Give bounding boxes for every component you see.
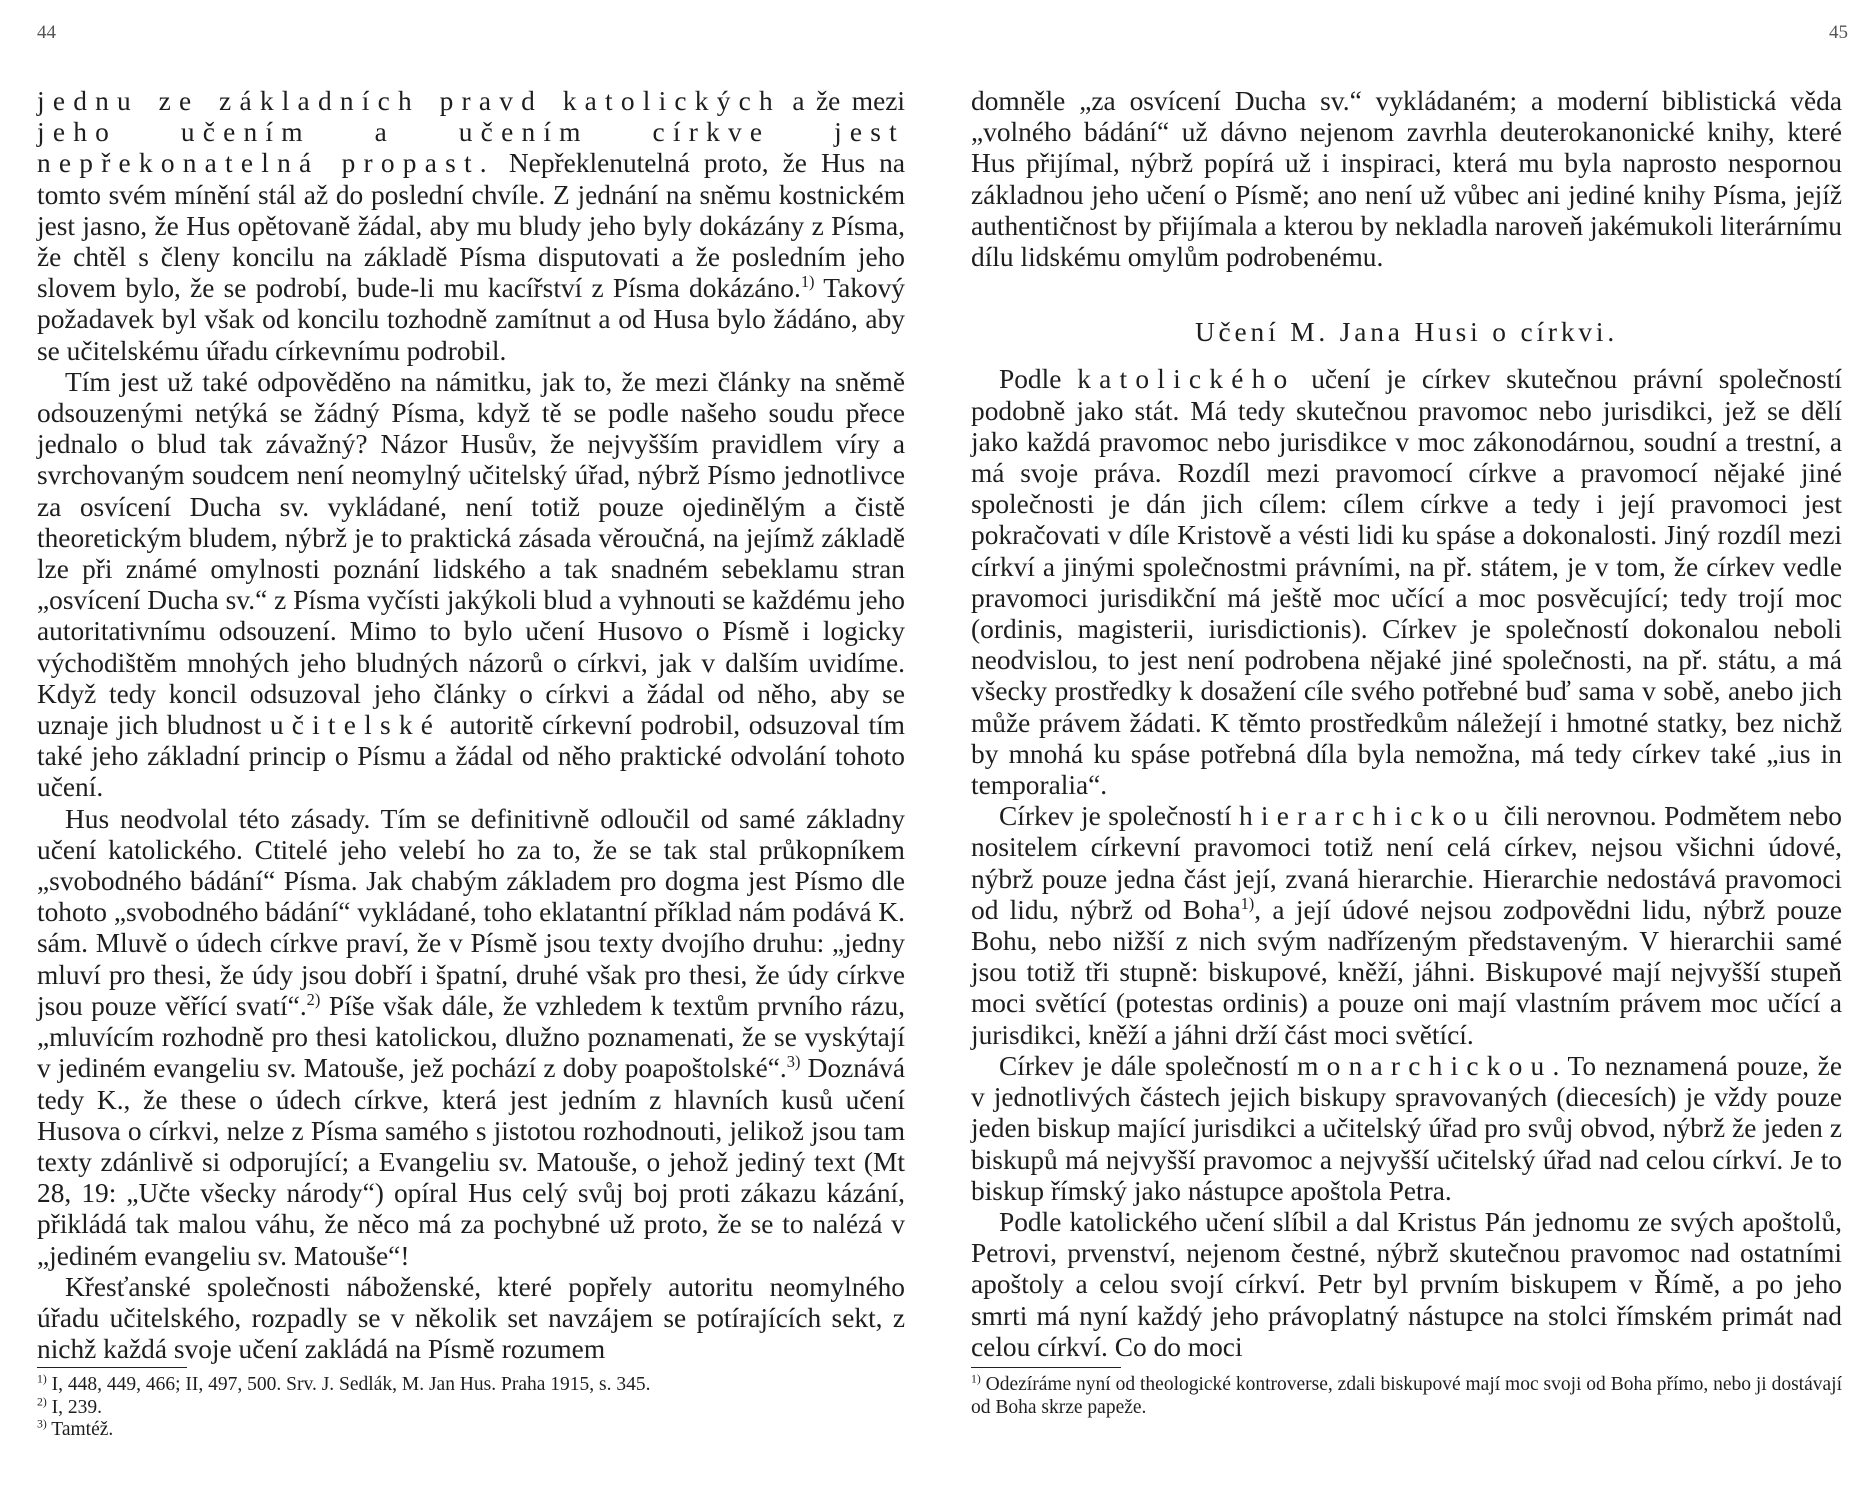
spaced-text: jednu ze základních pravd katolických xyxy=(37,86,781,116)
footnote xyxy=(37,1419,905,1442)
footnote-text: I, 239. xyxy=(51,1396,102,1418)
text-run: a že mezi xyxy=(780,86,905,116)
text-run: Církev je společností xyxy=(999,801,1239,832)
footnote-mark: 1) xyxy=(37,1372,47,1386)
body-text xyxy=(37,86,905,1365)
spaced-text: učitelské xyxy=(269,710,442,741)
text-run: čili nerovnou. Podmětem nebo nositelem církevní pravomoci totiž není celá církev, nejsou všichni údové, nýbrž pouze jedna část její, zvaná hierarchie. Hierarchie nedostává pravomoci od lidu, nýbrž od Boha xyxy=(971,801,1842,925)
page-number: 45 xyxy=(1829,22,1848,43)
text-run: Tím jest už také odpověděno na námitku, jak to, že mezi články na sněmě odsouzenými netýká se žádný Písma, když tě se podle našeho soudu přece jednalo o blud tak závažný? Názor Husův, že nejvyšším pravidlem víry a svrchovaným soudcem není neomylný učitelský úřad, nýbrž Písmo jednotlivce za osvícení Ducha sv. vykládané, není totiž pouze ojedinělým a čistě theoretickým bludem, nýbrž je to praktická zásada věroučná, na jejímž základě lze při známé omylnosti poznání lidského a tak snadném sebeklamu stran „osvícení Ducha sv.“ z Písma vyčísti jakýkoli blud a vyhnouti se každému jeho autoritativnímu odsouzení. Mimo to bylo učení Husovo o Písmě i logicky východištěm mnohých jeho bludných názorů o církvi, jak v dalším uvidíme. Když tedy koncil odsuzoval jeho články o církvi a žádal od něho, aby se uznaje jich bludnost xyxy=(37,366,905,741)
text-run: učení je církev skutečnou právní společností podobně jako stát. Má tedy skutečnou pravomoc nebo jurisdikci, jež se dělí jako každá pravomoc nebo jurisdikce v moc zákonodárnou, soudní a trestní, a má svoje práva. Rozdíl mezi pravomocí církve a pravomocí nějaké jiné společnosti je dán jich cílem: cílem církve a tedy i její pravomoci jest pokračovati v díle Kristově a vésti lidi ku spáse a dokonalosti. Jiný rozdíl mezi církví a jinými společnostmi právními, na př. státem, je v tom, že církev vedle pravomoci jurisdikční má ještě moc učící a moc posvěcující; tedy trojí moc (ordinis, magisterii, iurisdictionis). Církev je společností dokonalou neboli neodvislou, to jest není podrobena nějaké jiné společnosti, na př. státu, a má všecky prostředky k dosažení cíle svého potřebné buď sama v sobě, anebo jich může právem žádati. K těmto prostředkům náležejí i hmotné statky, bez nichž by mnohá ku spáse potřebná díla byla nemožna, má tedy církev také „ius in temporalia“. xyxy=(971,364,1842,801)
text-run: . To neznamená pouze, že v jednotlivých částech jejich biskupy spravovaných (diecesích) je vždy pouze jeden biskup mající jurisdikci a učitelský úřad pro svůj obvod, nýbrž že jeden z biskupů má nejvyšší pravomoc a nejvyšší učitelský úřad nad celou církví. Je to biskup římský jako nástupce apoštola Petra. xyxy=(971,1050,1842,1206)
spaced-text: monarchickou xyxy=(1297,1050,1553,1081)
footnote xyxy=(37,1374,905,1397)
paragraph xyxy=(37,367,905,804)
footnote-ref: 1) xyxy=(1240,893,1255,913)
text-run: autoritě církevní podrobil, odsuzoval tím také jeho základní princip o Písmu a žádal od něho praktické odvolání tohoto učení. xyxy=(37,710,905,803)
paragraph xyxy=(37,1272,905,1366)
text-run: Doznává tedy K., že these o údech církve, která jest jedním z hlavních kusů učení Husova o církvi, nelze z Písma samého s jistotou rozhodnouti, jelikož jsou tam texty zdánlivě si odporující; a Evangeliu sv. Matouše, o jehož jediný text (Mt 28, 19: „Učte všecky národy“) opíral Hus celý svůj boj proti zákazu kázání, přikládá tak malou váhu, že něco má za pochybné už proto, že se to nalézá v „jediném evangeliu sv. Matouše“! xyxy=(37,1053,905,1271)
spaced-text: hierarchickou xyxy=(1238,801,1497,832)
text-run: Křesťanské společnosti náboženské, které popřely autoritu neomylného úřadu učitelského, rozpadly se v několik set navzájem se potírajících sekt, z nichž každá svoje učení zakládá na Písmě rozumem xyxy=(37,1271,905,1365)
footnotes xyxy=(37,1374,905,1442)
paragraph xyxy=(37,86,905,367)
paragraph xyxy=(971,364,1842,801)
text-run: Podle xyxy=(999,364,1078,395)
spaced-text: jeho učením a učením církve jest nepřekonatelná propast. xyxy=(37,117,905,179)
text-run: Podle katolického učení slíbil a dal Kristus Pán jednomu ze svých apoštolů, Petrovi, prvenství, nejenom čestné, nýbrž skutečnou pravomoc nad ostatními apoštoly a celou svojí církví. Petr byl prvním biskupem v Římě, a po jeho smrti má nyní každý jeho právoplatný nástupce na stolci římském primát nad celou církví. Co do moci xyxy=(971,1206,1842,1362)
right-page xyxy=(931,0,1862,1500)
spaced-text: katolického xyxy=(1077,364,1296,395)
paragraph xyxy=(971,1051,1842,1207)
footnote-mark: 3) xyxy=(37,1417,47,1431)
footnote-mark: 2) xyxy=(37,1395,47,1408)
text-run: Nepřeklenutelná proto, že Hus na tomto svém mínění stál až do poslední chvíle. Z jednání na sněmu kostnickém jest jasno, že Hus opětovaně žádal, aby mu bludy jeho byly dokázány z Písma, že chtěl s členy koncilu na základě Písma disputovati a že posledním jeho slovem bylo, že se podrobí, bude-li mu kacířství z Písma dokázáno. xyxy=(37,148,905,304)
text-run: Církev je dále společností xyxy=(999,1050,1298,1081)
footnote-ref: 3) xyxy=(786,1052,801,1072)
text-run: , a její údové nejsou zodpovědni lidu, nýbrž pouze Bohu, nebo nižší z nich svým nadřízeným představeným. V hierarchii samé jsou totiž tři stupně: biskupové, kněží, jáhni. Biskupové mají nejvyšší stupeň moci světící (potestas ordinis) a pouze oni mají vlastním právem moc učící a jurisdikci, kněží a jáhni drží část moci světící. xyxy=(971,894,1842,1050)
text-run: Hus neodvolal této zásady. Tím se definitivně odloučil od samé základny učení katolického. Ctitelé jeho velebí ho za to, že se tak stal průkopníkem „svobodného bádání“ Písma. Jak chabým základem pro dogma jest Písmo dle tohoto „svobodného bádání“ vykládané, toho eklatantní příklad nám podává K. sám. Mluvě o údech církve praví, že v Písmě jsou texty dvojího druhu: „jedny mluví pro thesi, že údy jsou dobří i špatní, druhé však pro thesi, že údy církve jsou pouze věřící svatí“. xyxy=(37,803,905,1021)
page-number: 44 xyxy=(37,22,56,43)
footnote-text: Odezíráme nyní od theologické kontroverse, zdali biskupové mají moc svoji od Boha přímo, nebo ji dostávají od Boha skrze papeže. xyxy=(971,1374,1842,1418)
paragraph xyxy=(971,1207,1842,1363)
footnote-mark: 1) xyxy=(971,1372,981,1386)
footnote-text: I, 448, 449, 466; II, 497, 500. Srv. J. Sedlák, M. Jan Hus. Praha 1915, s. 345. xyxy=(51,1374,651,1395)
paragraph xyxy=(971,86,1842,273)
footnote xyxy=(37,1397,905,1420)
footnote-ref: 1) xyxy=(800,272,815,292)
text-run: Píše však dále, že vzhledem k textům prvního rázu, „mluvícím rozhodně pro thesi katolickou, dlužno poznamenati, že se vyskýtají v jediném evangeliu sv. Matouše, jež pochází z doby poapoštolské“. xyxy=(37,990,905,1084)
section-heading: Učení M. Jana Husi o církvi. xyxy=(1194,317,1619,348)
text-run: domněle „za osvícení Ducha sv.“ vykládaném; a moderní biblistická věda „volného bádání“ už dávno nejenom zavrhla deuterokanonické knihy, které Hus přijímal, nýbrž popírá už i inspiraci, která mu byla naprosto nespornou základnou jeho učení o Písmě; ano není už vůbec ani jediné knihy Písma, jejíž authentičnost by přijímala a kterou by nekladla naroveň jakémukoli literárnímu dílu lidskému omylům podrobenému. xyxy=(971,86,1842,273)
footnote-text: Tamtéž. xyxy=(51,1419,114,1440)
paragraph xyxy=(37,804,905,1272)
paragraph xyxy=(971,801,1842,1051)
footnote-rule xyxy=(971,1367,1121,1368)
footnote xyxy=(971,1374,1842,1419)
footnote-rule xyxy=(37,1367,187,1368)
footnotes xyxy=(971,1374,1842,1419)
body-text xyxy=(971,86,1842,1363)
text-run: Takový požadavek byl však od koncilu tozhodně zamítnut a od Husa bylo žádáno, aby se učitelskému úřadu církevnímu podrobil. xyxy=(37,273,906,366)
footnote-ref: 2) xyxy=(306,989,321,1009)
